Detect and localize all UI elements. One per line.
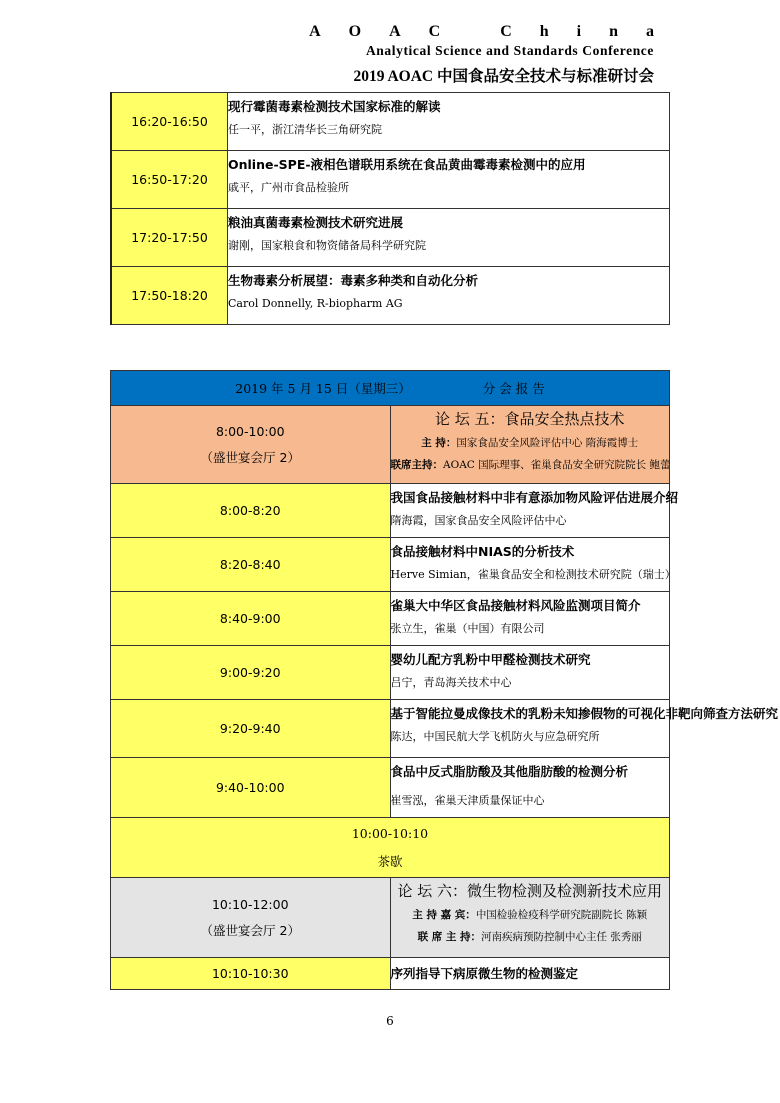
forum-host bbox=[391, 907, 670, 923]
talk-speaker: Carol Donnelly, R-biopharm AG bbox=[228, 297, 403, 310]
schedule-table-2 bbox=[110, 370, 779, 990]
forum-cohost bbox=[391, 457, 670, 473]
cohost-label: 联 席 主 持： bbox=[417, 931, 482, 943]
talk-title: 食品接触材料中NIAS的分析技术 bbox=[390, 544, 575, 559]
forum-content bbox=[390, 406, 670, 484]
table-row bbox=[111, 267, 670, 325]
talk-title: 婴幼儿配方乳粉中甲醛检测技术研究 bbox=[390, 652, 591, 667]
table-row bbox=[111, 538, 670, 592]
forum-host bbox=[391, 435, 670, 451]
cohost-name: AOAC 国际理事、雀巢食品安全研究院院长 鲍蕾 bbox=[443, 459, 671, 471]
page-number: 6 bbox=[386, 1014, 394, 1028]
forum-time-range: 10:10-12:00 bbox=[211, 896, 289, 912]
forum-row bbox=[111, 406, 670, 484]
talk-speaker: Herve Simian，雀巢食品安全和检测技术研究院（瑞士） bbox=[390, 568, 676, 581]
forum-venue: （盛世宴会厅 2） bbox=[200, 449, 300, 465]
forum-time-range: 8:00-10:00 bbox=[215, 423, 285, 439]
talk-speaker: 任一平，浙江清华长三角研究院 bbox=[228, 123, 382, 136]
talk-title: Online-SPE-液相色谱联用系统在食品黄曲霉毒素检测中的应用 bbox=[228, 157, 586, 172]
cohost-name: 河南疾病预防控制中心主任 张秀丽 bbox=[481, 931, 642, 943]
session-time: 9:20-9:40 bbox=[111, 700, 391, 758]
table-row bbox=[111, 484, 670, 538]
talk-speaker: 崔雪泓，雀巢天津质量保证中心 bbox=[390, 794, 545, 807]
forum-time bbox=[111, 406, 391, 484]
talk-title: 粮油真菌毒素检测技术研究进展 bbox=[228, 215, 404, 230]
header-brand: AOAC China bbox=[309, 23, 682, 40]
forum-content bbox=[390, 878, 670, 958]
session-time: 8:00-8:20 bbox=[111, 484, 391, 538]
tea-break-label: 茶歇 bbox=[377, 853, 403, 869]
session-time: 9:40-10:00 bbox=[111, 758, 391, 818]
host-label: 主 持 嘉 宾： bbox=[412, 909, 476, 921]
session-time: 8:20-8:40 bbox=[111, 538, 391, 592]
header-subtitle: Analytical Science and Standards Conference bbox=[365, 43, 654, 58]
host-label: 主 持： bbox=[421, 437, 457, 449]
forum-venue: （盛世宴会厅 2） bbox=[200, 922, 300, 938]
session-content bbox=[390, 646, 670, 700]
conference-header bbox=[309, 22, 682, 90]
table-row bbox=[111, 646, 670, 700]
host-name: 国家食品安全风险评估中心 隋海霞博士 bbox=[456, 437, 639, 449]
header-conference-title: 2019 AOAC 中国食品安全技术与标准研讨会 bbox=[353, 68, 654, 85]
session-content bbox=[390, 538, 676, 592]
session-time: 16:50-17:20 bbox=[111, 151, 228, 209]
forum-title: 论 坛 六：微生物检测及检测新技术应用 bbox=[397, 882, 663, 900]
table-row bbox=[111, 758, 670, 818]
cohost-label: 联席主持： bbox=[390, 459, 443, 471]
tea-break-row bbox=[111, 818, 670, 878]
session-time: 8:40-9:00 bbox=[111, 592, 391, 646]
talk-title: 现行霉菌毒素检测技术国家标准的解读 bbox=[228, 99, 441, 114]
session-time: 9:00-9:20 bbox=[111, 646, 391, 700]
session-content bbox=[228, 209, 670, 267]
talk-speaker: 戚平，广州市食品检验所 bbox=[228, 181, 349, 194]
talk-title: 雀巢大中华区食品接触材料风险监测项目简介 bbox=[390, 598, 641, 613]
table-row bbox=[111, 151, 670, 209]
talk-speaker: 隋海霞，国家食品安全风险评估中心 bbox=[390, 514, 567, 527]
forum-title: 论 坛 五：食品安全热点技术 bbox=[434, 410, 625, 428]
session-content bbox=[228, 267, 670, 325]
session-content bbox=[390, 758, 670, 818]
forum-row bbox=[111, 878, 670, 958]
session-content bbox=[228, 151, 670, 209]
schedule-table-1 bbox=[110, 92, 670, 325]
day-header bbox=[111, 371, 670, 406]
forum-time bbox=[111, 878, 391, 958]
day-date: 2019 年 5 月 15 日（星期三） bbox=[235, 381, 411, 396]
talk-title: 我国食品接触材料中非有意添加物风险评估进展介绍 bbox=[390, 490, 679, 505]
session-time: 16:20-16:50 bbox=[111, 93, 228, 151]
talk-speaker: 陈达，中国民航大学飞机防火与应急研究所 bbox=[390, 730, 600, 743]
talk-speaker: 吕宁，青岛海关技术中心 bbox=[390, 676, 512, 689]
tea-break-time: 10:00-10:10 bbox=[351, 825, 429, 841]
session-content bbox=[390, 958, 670, 990]
forum-cohost bbox=[391, 929, 670, 945]
session-time: 17:50-18:20 bbox=[111, 267, 228, 325]
session-content bbox=[390, 700, 779, 758]
table-row bbox=[111, 592, 670, 646]
host-name: 中国检验检疫科学研究院副院长 陈颖 bbox=[475, 909, 648, 921]
day-header-row bbox=[111, 371, 670, 406]
session-time: 10:10-10:30 bbox=[111, 958, 391, 990]
talk-title: 生物毒素分析展望：毒素多种类和自动化分析 bbox=[228, 273, 479, 288]
talk-speaker: 谢刚，国家粮食和物资储备局科学研究院 bbox=[228, 239, 426, 252]
session-content bbox=[390, 484, 679, 538]
talk-title: 食品中反式脂肪酸及其他脂肪酸的检测分析 bbox=[390, 764, 629, 779]
talk-speaker: 张立生，雀巢（中国）有限公司 bbox=[390, 622, 545, 635]
table-row bbox=[111, 93, 670, 151]
talk-title: 序列指导下病原微生物的检测鉴定 bbox=[390, 965, 579, 981]
day-label: 分 会 报 告 bbox=[482, 381, 545, 396]
table-row bbox=[111, 209, 670, 267]
session-time: 17:20-17:50 bbox=[111, 209, 228, 267]
talk-title: 基于智能拉曼成像技术的乳粉未知掺假物的可视化非靶向筛查方法研究 bbox=[390, 706, 779, 721]
table-row bbox=[111, 958, 670, 990]
tea-break bbox=[111, 818, 670, 878]
table-row bbox=[111, 700, 670, 758]
session-content bbox=[390, 592, 670, 646]
session-content bbox=[228, 93, 670, 151]
